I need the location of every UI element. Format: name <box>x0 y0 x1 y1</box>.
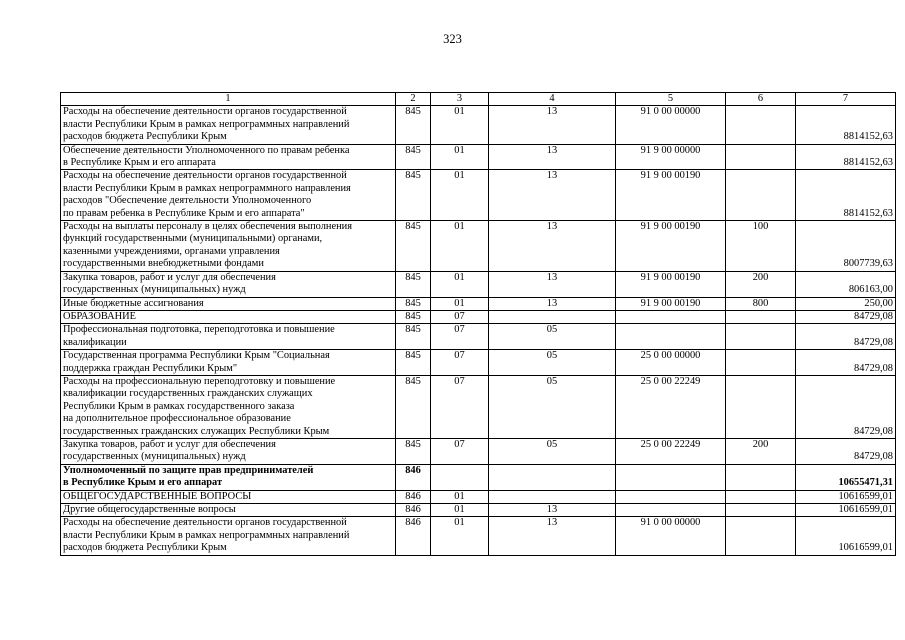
expense-type-cell <box>726 144 796 170</box>
target-article-cell <box>616 324 726 350</box>
row-name-line: по правам ребенка в Республике Крым и его аппарата" <box>63 207 305 219</box>
row-name <box>61 297 396 310</box>
subsection-cell: 13 <box>489 221 616 272</box>
row-name-line: Расходы на обеспечение деятельности органов государственной <box>63 106 347 118</box>
section-cell <box>431 464 489 490</box>
row-name-line: Расходы на обеспечение деятельности органов государственной <box>63 170 347 182</box>
expense-type-cell <box>726 490 796 503</box>
section-cell: 01 <box>431 144 489 170</box>
row-name <box>61 517 396 555</box>
section-cell: 07 <box>431 350 489 376</box>
row-name-line: Закупка товаров, работ и услуг для обеспечения <box>63 271 276 283</box>
subsection-cell: 13 <box>489 517 616 555</box>
table-row <box>61 375 896 438</box>
subsection-cell: 13 <box>489 106 616 144</box>
target-article-cell: 91 9 00 00190 <box>616 170 726 221</box>
subsection-cell: 05 <box>489 375 616 438</box>
row-name-line: Расходы на обеспечение деятельности органов государственной <box>63 517 347 529</box>
ministry-code-cell: 846 <box>396 464 431 490</box>
subsection-cell <box>489 490 616 503</box>
target-article-cell: 91 9 00 00190 <box>616 221 726 272</box>
ministry-code-cell: 845 <box>396 350 431 376</box>
subsection-cell: 05 <box>489 350 616 376</box>
section-cell: 07 <box>431 375 489 438</box>
section-cell: 01 <box>431 170 489 221</box>
amount-cell: 8814152,63 <box>796 106 896 144</box>
row-name <box>61 438 396 464</box>
amount-cell: 84729,08 <box>796 375 896 438</box>
amount-cell: 8814152,63 <box>796 144 896 170</box>
expense-type-cell <box>726 310 796 323</box>
section-cell: 01 <box>431 490 489 503</box>
amount-cell: 8007739,63 <box>796 221 896 272</box>
table-row <box>61 438 896 464</box>
row-name-line: в Республике Крым и его аппарат <box>63 477 223 489</box>
table-row <box>61 170 896 221</box>
subsection-cell: 13 <box>489 271 616 297</box>
expense-type-cell <box>726 324 796 350</box>
table-body <box>61 93 896 556</box>
row-name-line: квалификации <box>63 336 127 348</box>
target-article-cell: 91 9 00 00190 <box>616 271 726 297</box>
column-header-row <box>61 93 896 106</box>
column-header: 6 <box>726 93 796 106</box>
amount-cell: 84729,08 <box>796 350 896 376</box>
expense-type-cell: 200 <box>726 271 796 297</box>
target-article-cell <box>616 490 726 503</box>
expense-type-cell <box>726 464 796 490</box>
table-row <box>61 464 896 490</box>
row-name-line: на дополнительное профессиональное образование <box>63 413 291 425</box>
row-name-line: Расходы на выплаты персоналу в целях обеспечения выполнения <box>63 221 352 233</box>
target-article-cell <box>616 464 726 490</box>
ministry-code-cell: 846 <box>396 504 431 517</box>
ministry-code-cell: 846 <box>396 490 431 503</box>
column-header: 3 <box>431 93 489 106</box>
expense-type-cell <box>726 106 796 144</box>
ministry-code-cell: 845 <box>396 310 431 323</box>
target-article-cell: 25 0 00 22249 <box>616 438 726 464</box>
expense-type-cell: 100 <box>726 221 796 272</box>
subsection-cell: 13 <box>489 170 616 221</box>
amount-cell: 8814152,63 <box>796 170 896 221</box>
row-name <box>61 324 396 350</box>
expense-type-cell <box>726 504 796 517</box>
ministry-code-cell: 845 <box>396 438 431 464</box>
row-name <box>61 221 396 272</box>
column-header: 2 <box>396 93 431 106</box>
expense-type-cell: 800 <box>726 297 796 310</box>
amount-cell: 806163,00 <box>796 271 896 297</box>
row-name-line: государственных гражданских служащих Республики Крым <box>63 425 330 437</box>
table-row <box>61 106 896 144</box>
target-article-cell <box>616 310 726 323</box>
subsection-cell: 05 <box>489 438 616 464</box>
target-article-cell <box>616 504 726 517</box>
row-name <box>61 504 396 517</box>
row-name-line: государственных (муниципальных) нужд <box>63 451 246 463</box>
expense-type-cell: 200 <box>726 438 796 464</box>
amount-cell: 84729,08 <box>796 438 896 464</box>
row-name-line: Обеспечение деятельности Уполномоченного по правам ребенка <box>63 144 350 156</box>
ministry-code-cell: 845 <box>396 297 431 310</box>
section-cell: 01 <box>431 271 489 297</box>
row-name-line: власти Республики Крым в рамках непрограммного направления <box>63 182 351 194</box>
row-name-line: поддержка граждан Республики Крым" <box>63 362 238 374</box>
column-header: 5 <box>616 93 726 106</box>
row-name-line: расходов "Обеспечение деятельности Уполномоченного <box>63 195 312 207</box>
section-cell: 01 <box>431 504 489 517</box>
row-name <box>61 464 396 490</box>
table-row <box>61 490 896 503</box>
ministry-code-cell: 845 <box>396 271 431 297</box>
page-number: 323 <box>443 32 462 46</box>
subsection-cell <box>489 464 616 490</box>
row-name-line: Государственная программа Республики Крым "Социальная <box>63 350 330 362</box>
amount-cell: 10655471,31 <box>796 464 896 490</box>
section-cell: 07 <box>431 324 489 350</box>
ministry-code-cell: 845 <box>396 170 431 221</box>
section-cell: 07 <box>431 310 489 323</box>
ministry-code-cell: 845 <box>396 375 431 438</box>
table-row <box>61 324 896 350</box>
section-cell: 01 <box>431 221 489 272</box>
row-name-line: Другие общегосударственные вопросы <box>63 504 236 515</box>
row-name-line: Уполномоченный по защите прав предпринимателей <box>63 464 314 476</box>
target-article-cell: 91 9 00 00190 <box>616 297 726 310</box>
section-cell: 01 <box>431 106 489 144</box>
row-name <box>61 310 396 323</box>
row-name-line: квалификации государственных гражданских служащих <box>63 388 313 400</box>
table-row <box>61 297 896 310</box>
section-cell: 07 <box>431 438 489 464</box>
budget-table <box>60 92 896 556</box>
expense-type-cell <box>726 170 796 221</box>
row-name-line: Иные бюджетные ассигнования <box>63 297 204 309</box>
amount-cell: 84729,08 <box>796 310 896 323</box>
subsection-cell: 05 <box>489 324 616 350</box>
target-article-cell: 91 0 00 00000 <box>616 106 726 144</box>
row-name <box>61 144 396 170</box>
row-name <box>61 106 396 144</box>
expense-type-cell <box>726 350 796 376</box>
section-cell: 01 <box>431 297 489 310</box>
amount-cell: 10616599,01 <box>796 517 896 555</box>
row-name-line: казенными учреждениями, органами управления <box>63 245 280 257</box>
row-name-line: расходов бюджета Республики Крым <box>63 542 227 554</box>
row-name-line: власти Республики Крым в рамках непрограммных направлений <box>63 118 350 130</box>
table-row <box>61 350 896 376</box>
section-cell: 01 <box>431 517 489 555</box>
row-name-line: функций государственными (муниципальными) органами, <box>63 233 323 245</box>
row-name <box>61 490 396 503</box>
row-name-line: ОБЩЕГОСУДАРСТВЕННЫЕ ВОПРОСЫ <box>63 490 252 502</box>
target-article-cell: 25 0 00 22249 <box>616 375 726 438</box>
row-name <box>61 170 396 221</box>
ministry-code-cell: 846 <box>396 517 431 555</box>
subsection-cell: 13 <box>489 144 616 170</box>
target-article-cell: 91 9 00 00000 <box>616 144 726 170</box>
row-name-line: государственных (муниципальных) нужд <box>63 284 246 296</box>
subsection-cell: 13 <box>489 297 616 310</box>
column-header: 7 <box>796 93 896 106</box>
row-name <box>61 375 396 438</box>
table-row <box>61 310 896 323</box>
expense-type-cell <box>726 517 796 555</box>
ministry-code-cell: 845 <box>396 144 431 170</box>
amount-cell: 10616599,01 <box>796 504 896 517</box>
column-header: 4 <box>489 93 616 106</box>
table-row <box>61 221 896 272</box>
target-article-cell: 25 0 00 00000 <box>616 350 726 376</box>
amount-cell: 250,00 <box>796 297 896 310</box>
row-name-line: расходов бюджета Республики Крым <box>63 131 227 143</box>
ministry-code-cell: 845 <box>396 221 431 272</box>
table-row <box>61 504 896 517</box>
column-header: 1 <box>61 93 396 106</box>
row-name-line: Закупка товаров, работ и услуг для обеспечения <box>63 438 276 450</box>
row-name-line: Республики Крым в рамках государственного заказа <box>63 400 295 412</box>
ministry-code-cell: 845 <box>396 324 431 350</box>
row-name-line: власти Республики Крым в рамках непрограммных направлений <box>63 529 350 541</box>
table-row <box>61 271 896 297</box>
subsection-cell <box>489 310 616 323</box>
row-name-line: Расходы на профессиональную переподготовку и повышение <box>63 375 336 387</box>
amount-cell: 10616599,01 <box>796 490 896 503</box>
target-article-cell: 91 0 00 00000 <box>616 517 726 555</box>
expense-type-cell <box>726 375 796 438</box>
row-name-line: в Республике Крым и его аппарата <box>63 157 216 169</box>
row-name-line: ОБРАЗОВАНИЕ <box>63 310 137 322</box>
row-name-line: государственными внебюджетными фондами <box>63 258 264 270</box>
table-row <box>61 517 896 555</box>
row-name-line: Профессиональная подготовка, переподготовка и повышение <box>63 324 335 336</box>
row-name <box>61 350 396 376</box>
table-row <box>61 144 896 170</box>
amount-cell: 84729,08 <box>796 324 896 350</box>
ministry-code-cell: 845 <box>396 106 431 144</box>
row-name <box>61 271 396 297</box>
subsection-cell: 13 <box>489 504 616 517</box>
